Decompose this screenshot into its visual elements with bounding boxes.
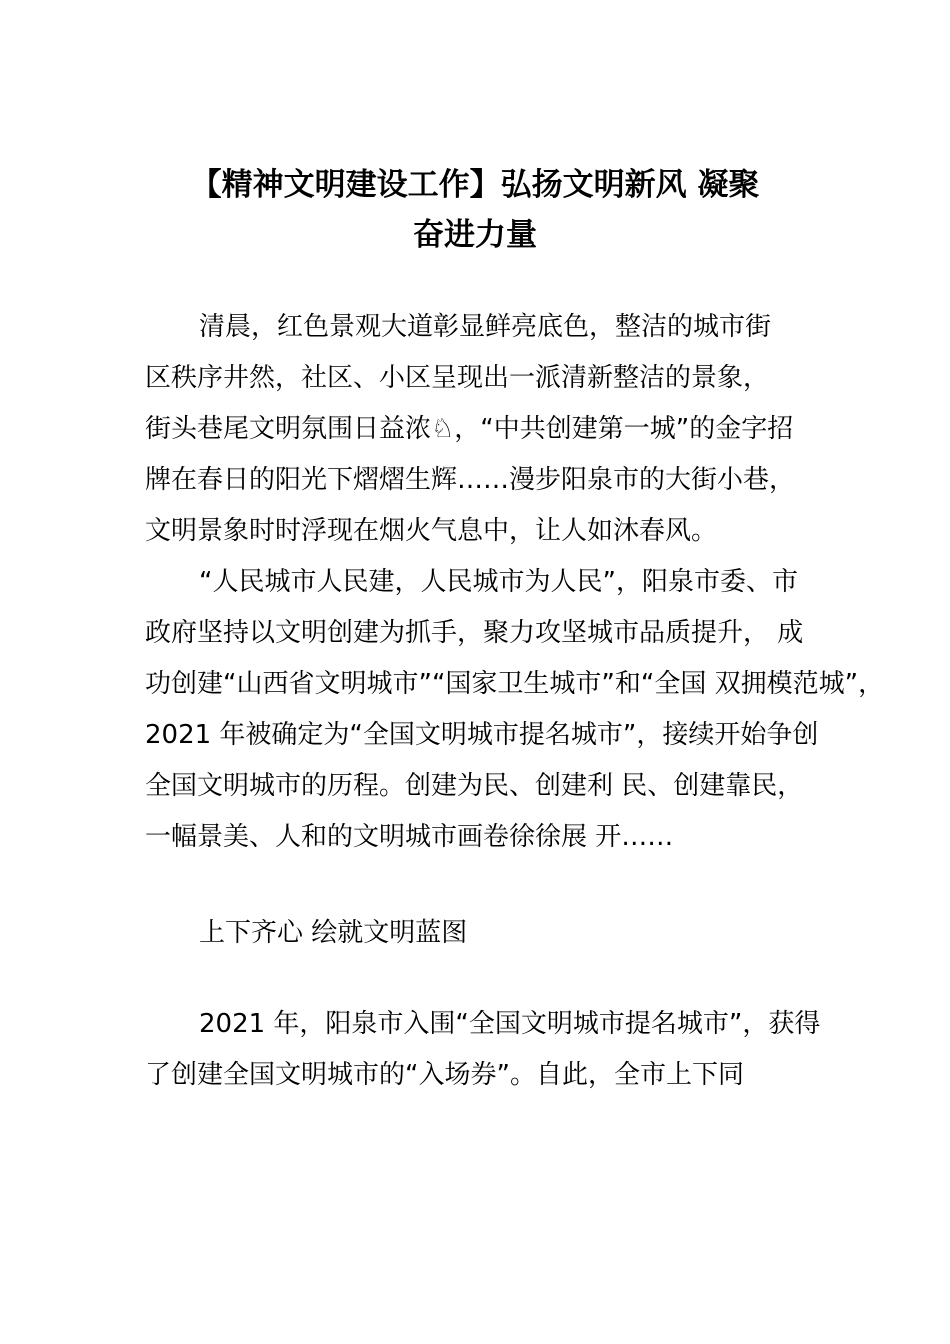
document-title-line-1: 【精神文明建设工作】弘扬文明新风 凝聚 [190,167,760,203]
paragraph-1-line-2: 区秩序井然，社区、小区呈现出一派清新整洁的景象， [145,363,770,393]
paragraph-1-line-1: 清晨，红色景观大道彰显鲜亮底色，整洁的城市街 [199,312,772,342]
document-title-line-2: 奋进力量 [413,217,537,253]
paragraph-3-line-2: 了创建全国文明城市的“入场券”。自此，全市上下同 [145,1060,744,1090]
paragraph-2-line-2: 政府坚持以文明创建为抓手，聚力攻坚城市品质提升， 成 [145,618,804,648]
paragraph-2-line-6: 一幅景美、人和的文明城市画卷徐徐展 开…… [145,822,674,852]
paragraph-2-line-4: 2021 年被确定为“全国文明城市提名城市”，接续开始争创 [145,720,819,750]
paragraph-1-line-5: 文明景象时时浮现在烟火气息中，让人如沐春风。 [145,516,718,546]
paragraph-1-line-4: 牌在春日的阳光下熠熠生辉……漫步阳泉市的大街小巷， [145,465,796,495]
paragraph-2-line-3: 功创建“山西省文明城市”“国家卫生城市”和“全国 双拥模范城”， [145,669,885,699]
section-heading: 上下齐心 绘就文明蓝图 [199,918,468,948]
paragraph-3-line-1: 2021 年，阳泉市入围“全国文明城市提名城市”，获得 [199,1009,821,1039]
paragraph-2-line-1: “人民城市人民建，人民城市为人民”，阳泉市委、市 [199,567,798,597]
paragraph-1-line-3: 街头巷尾文明氛围日益浓♘，“中共创建第一城”的金字招 [145,414,794,444]
paragraph-2-line-5: 全国文明城市的历程。创建为民、创建利 民、创建靠民， [145,771,804,801]
